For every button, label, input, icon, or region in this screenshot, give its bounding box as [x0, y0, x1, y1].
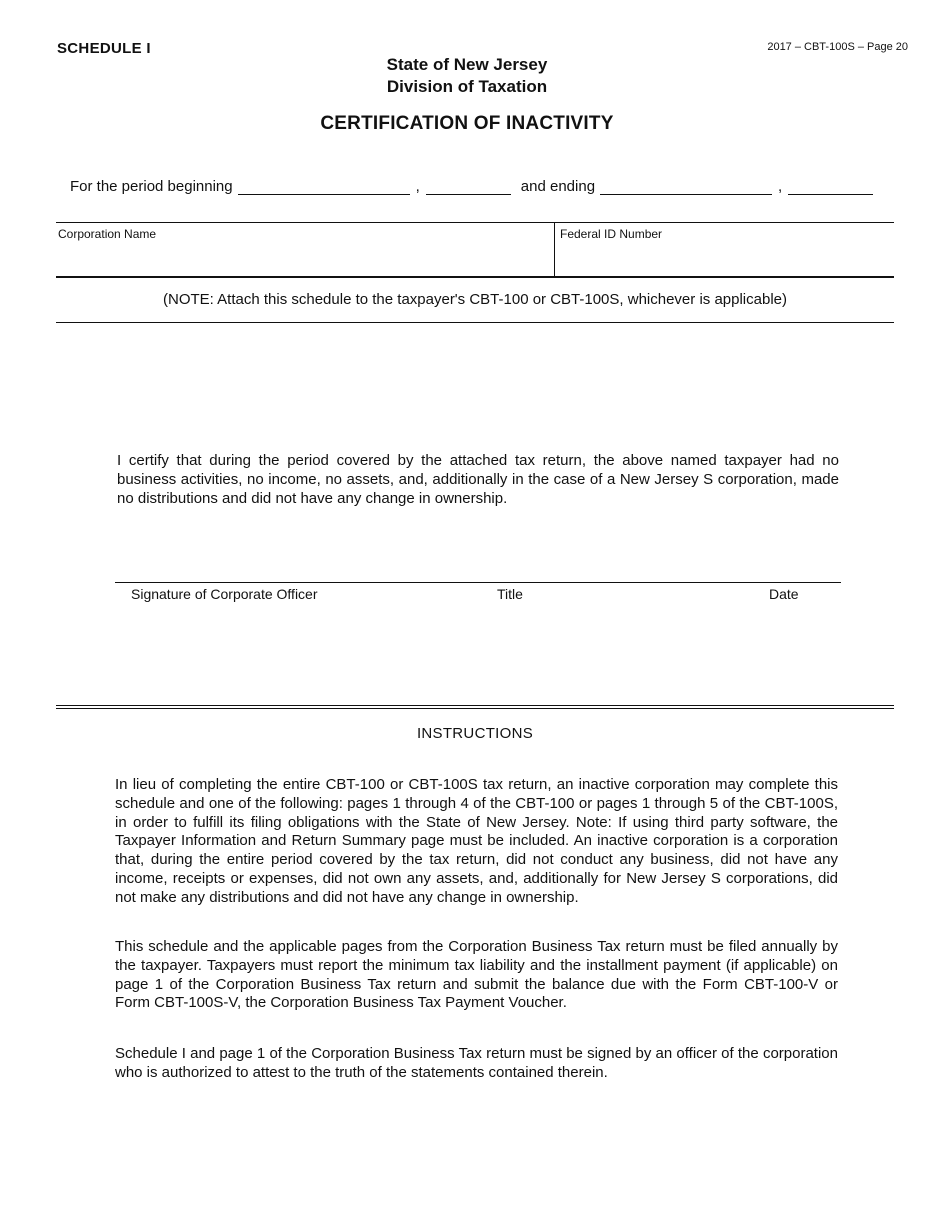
instructions-paragraph: In lieu of completing the entire CBT-100 or CBT-100S tax return, an inactive corporation may complete this schedule and one of the following: pages 1 through 4 of the CBT-100 or pages 1 through 5 of the CBT-100S, in order to fulfill its filing obligations with the State of New Jersey. Note: If using third party software, the Taxpayer Information and Return Summary page must be included. An inactive corporation is a corporation that, during the entire period covered by the tax return, did not conduct any business, did not have any income, receipts or expenses, did not own any assets, and, additionally for New Jersey S corporations, did not make any distributions and did not have any change in ownership. — [115, 776, 838, 906]
signature-officer-label: Signature of Corporate Officer — [131, 586, 318, 602]
form-title: CERTIFICATION OF INACTIVITY — [320, 113, 614, 134]
corp-box-bottom-rule — [56, 276, 894, 278]
period-end-label: and ending — [520, 178, 596, 195]
agency-division: Division of Taxation — [386, 77, 548, 96]
note-rule — [56, 322, 894, 323]
signature-line[interactable] — [115, 582, 841, 583]
federal-id-field[interactable]: Federal ID Number — [560, 227, 663, 241]
agency-state: State of New Jersey — [386, 55, 548, 74]
corp-box-divider — [554, 222, 555, 277]
period-end-year-field[interactable] — [788, 178, 873, 195]
instructions-heading: INSTRUCTIONS — [416, 725, 534, 742]
corp-box-top-rule — [56, 222, 894, 223]
attach-note: (NOTE: Attach this schedule to the taxpayer's CBT-100 or CBT-100S, whichever is applicable) — [163, 291, 787, 308]
period-begin-year-field[interactable] — [426, 178, 511, 195]
corporation-name-field[interactable]: Corporation Name — [58, 227, 157, 241]
schedule-label: SCHEDULE I — [57, 40, 151, 57]
instructions-paragraph: This schedule and the applicable pages from the Corporation Business Tax return must be filed annually by the taxpayer. Taxpayers must report the minimum tax liability and the installment payment (if applicable) on page 1 of the Corporation Business Tax return and submit the balance due with the Form CBT-100-V or Form CBT-100S-V, the Corporation Business Tax Payment Voucher. — [115, 938, 838, 1012]
instructions-paragraph: Schedule I and page 1 of the Corporation Business Tax return must be signed by an officer of the corporation who is authorized to attest to the truth of the statements contained therein. — [115, 1045, 838, 1081]
period-end-date-field[interactable] — [600, 178, 772, 195]
signature-title-label: Title — [497, 586, 523, 602]
period-begin-label: For the period beginning — [70, 178, 233, 195]
period-row — [70, 178, 873, 195]
section-double-rule — [56, 705, 894, 706]
page-reference: 2017 – CBT-100S – Page 20 — [767, 41, 908, 53]
signature-date-label: Date — [769, 586, 799, 602]
section-double-rule — [56, 708, 894, 709]
period-begin-date-field[interactable] — [238, 178, 410, 195]
certification-statement: I certify that during the period covered by the attached tax return, the above named taxpayer had no business activities, no income, no assets, and, additionally in the case of a New Jersey S corporation, made no distributions and did not have any change in ownership. — [117, 452, 839, 507]
period-separator: , — [415, 178, 420, 195]
period-separator: , — [778, 178, 783, 195]
